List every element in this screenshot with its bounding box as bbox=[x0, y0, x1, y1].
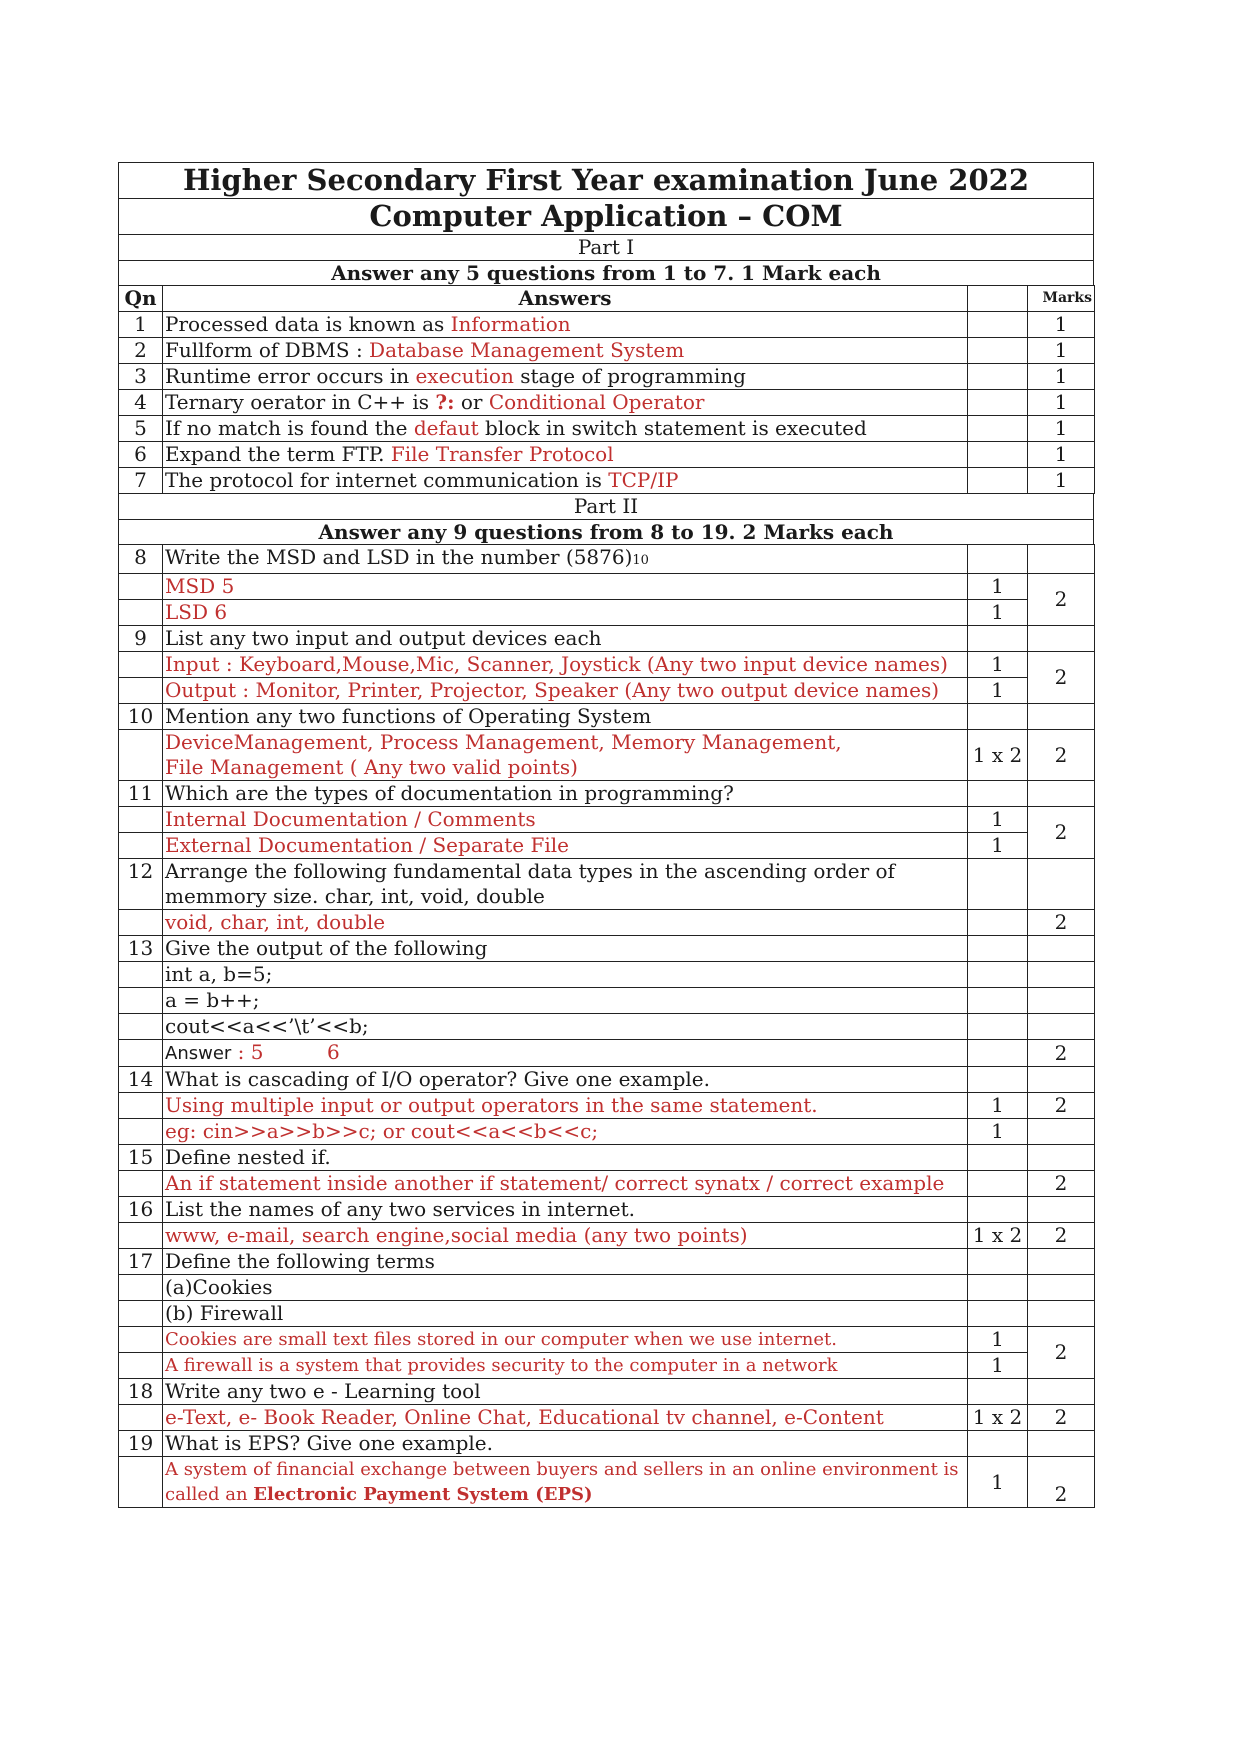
marks bbox=[1028, 704, 1095, 730]
table-row bbox=[119, 678, 1095, 704]
marks bbox=[1028, 1014, 1095, 1040]
table-row bbox=[119, 936, 1095, 962]
question-number bbox=[119, 807, 163, 833]
marks bbox=[1028, 1379, 1095, 1405]
sub-marks: 1 bbox=[968, 574, 1028, 600]
question-number: 15 bbox=[119, 1145, 163, 1171]
marks: 1 bbox=[1028, 390, 1095, 416]
answer-body: A system of financial exchange between buyers and sellers in an online environment is called an bbox=[165, 1459, 959, 1505]
marks: 2 bbox=[1028, 730, 1095, 781]
marks: 1 bbox=[1028, 468, 1095, 494]
question-text bbox=[163, 416, 968, 442]
sub-marks: 1 bbox=[968, 807, 1028, 833]
question-number bbox=[119, 730, 163, 781]
answer-key-sheet bbox=[118, 162, 1094, 1508]
question-number bbox=[119, 1457, 163, 1508]
question-text bbox=[163, 442, 968, 468]
table-row bbox=[119, 1197, 1095, 1223]
question-text: Which are the types of documentation in programming? bbox=[163, 781, 968, 807]
marks bbox=[1028, 1275, 1095, 1301]
sub-marks bbox=[968, 468, 1028, 494]
question-suffix: stage of programming bbox=[513, 364, 746, 388]
question-number: 10 bbox=[119, 704, 163, 730]
table-row bbox=[119, 1379, 1095, 1405]
header-row bbox=[119, 286, 1095, 312]
sub-marks bbox=[968, 416, 1028, 442]
marks bbox=[1028, 962, 1095, 988]
answer-text: Cookies are small text files stored in our computer when we use internet. bbox=[163, 1327, 968, 1353]
question-prefix: Fullform of DBMS : bbox=[165, 338, 370, 362]
question-number bbox=[119, 1301, 163, 1327]
question-number: 1 bbox=[119, 312, 163, 338]
marks-header: Marks bbox=[1028, 286, 1095, 312]
table-row bbox=[119, 730, 1095, 781]
question-text: Mention any two functions of Operating System bbox=[163, 704, 968, 730]
code-line: int a, b=5; bbox=[163, 962, 968, 988]
part2-table bbox=[118, 544, 1095, 1508]
marks bbox=[1028, 1249, 1095, 1275]
table-row bbox=[119, 988, 1095, 1014]
table-row bbox=[119, 1067, 1095, 1093]
question-prefix: Ternary oerator in C++ is bbox=[165, 390, 436, 414]
table-row bbox=[119, 962, 1095, 988]
sub-marks bbox=[968, 1379, 1028, 1405]
sub-marks bbox=[968, 910, 1028, 936]
marks: 2 bbox=[1028, 574, 1095, 626]
marks: 1 bbox=[1028, 442, 1095, 468]
sub-marks bbox=[968, 781, 1028, 807]
question-number bbox=[119, 1327, 163, 1353]
marks: 2 bbox=[1028, 1327, 1095, 1379]
sub-marks bbox=[968, 962, 1028, 988]
answer-text: Internal Documentation / Comments bbox=[163, 807, 968, 833]
question-text: Give the output of the following bbox=[163, 936, 968, 962]
answer-text: execution bbox=[415, 364, 514, 388]
question-suffix: block in switch statement is executed bbox=[478, 416, 867, 440]
marks bbox=[1028, 1431, 1095, 1457]
code-line: a = b++; bbox=[163, 988, 968, 1014]
subscript: 10 bbox=[632, 553, 649, 568]
sub-marks bbox=[968, 1171, 1028, 1197]
answer-text: MSD 5 bbox=[163, 574, 968, 600]
marks bbox=[1028, 626, 1095, 652]
question-number: 16 bbox=[119, 1197, 163, 1223]
table-row bbox=[119, 545, 1095, 574]
table-row bbox=[119, 442, 1095, 468]
sub-marks: 1 bbox=[968, 1353, 1028, 1379]
answer-text: Information bbox=[450, 312, 571, 336]
marks bbox=[1028, 545, 1095, 574]
question-number: 17 bbox=[119, 1249, 163, 1275]
table-row bbox=[119, 807, 1095, 833]
table-row bbox=[119, 600, 1095, 626]
table-row bbox=[119, 1249, 1095, 1275]
answer-value: : 5 6 bbox=[231, 1040, 340, 1064]
question-text bbox=[163, 468, 968, 494]
table-row bbox=[119, 1275, 1095, 1301]
table-row bbox=[119, 1119, 1095, 1145]
answer-text: Using multiple input or output operators in the same statement. bbox=[163, 1093, 968, 1119]
term-line: (b) Firewall bbox=[163, 1301, 968, 1327]
marks: 1 bbox=[1028, 312, 1095, 338]
table-row bbox=[119, 1457, 1095, 1508]
answer-text: void, char, int, double bbox=[163, 910, 968, 936]
question-prefix: Processed data is known as bbox=[165, 312, 451, 336]
question-number: 19 bbox=[119, 1431, 163, 1457]
marks: 2 bbox=[1028, 1093, 1095, 1119]
subject-title: Computer Application – COM bbox=[118, 198, 1094, 234]
part2-label: Part II bbox=[118, 494, 1094, 519]
table-row bbox=[119, 781, 1095, 807]
marks bbox=[1028, 936, 1095, 962]
question-number bbox=[119, 600, 163, 626]
table-row bbox=[119, 1145, 1095, 1171]
question-prefix: If no match is found the bbox=[165, 416, 414, 440]
question-number: 5 bbox=[119, 416, 163, 442]
question-text: List any two input and output devices each bbox=[163, 626, 968, 652]
question-middle: or bbox=[454, 390, 489, 414]
part1-table bbox=[118, 285, 1095, 494]
table-row bbox=[119, 312, 1095, 338]
sub-marks bbox=[968, 626, 1028, 652]
marks bbox=[1028, 1119, 1095, 1145]
answer-text: Input : Keyboard,Mouse,Mic, Scanner, Joystick (Any two input device names) bbox=[163, 652, 968, 678]
sub-marks bbox=[968, 1040, 1028, 1067]
question-number bbox=[119, 1040, 163, 1067]
answer-text bbox=[163, 1040, 968, 1067]
marks: 2 bbox=[1028, 652, 1095, 704]
question-number bbox=[119, 833, 163, 859]
table-row bbox=[119, 416, 1095, 442]
table-row bbox=[119, 1353, 1095, 1379]
answer-label: Answer bbox=[165, 1043, 232, 1064]
sub-marks bbox=[968, 704, 1028, 730]
term-line: (a)Cookies bbox=[163, 1275, 968, 1301]
sub-marks: 1 bbox=[968, 652, 1028, 678]
question-number: 4 bbox=[119, 390, 163, 416]
question-prefix: Runtime error occurs in bbox=[165, 364, 416, 388]
table-row bbox=[119, 338, 1095, 364]
question-text bbox=[163, 390, 968, 416]
answer-text bbox=[163, 1457, 968, 1508]
answer-text: Output : Monitor, Printer, Projector, Speaker (Any two output device names) bbox=[163, 678, 968, 704]
sub-marks bbox=[968, 1275, 1028, 1301]
question-number bbox=[119, 574, 163, 600]
table-row bbox=[119, 1431, 1095, 1457]
sub-marks bbox=[968, 1197, 1028, 1223]
question-number: 6 bbox=[119, 442, 163, 468]
sub-marks bbox=[968, 338, 1028, 364]
sub-marks: 1 bbox=[968, 1093, 1028, 1119]
answer-text: TCP/IP bbox=[608, 468, 679, 492]
marks: 2 bbox=[1028, 1457, 1095, 1508]
marks: 2 bbox=[1028, 1223, 1095, 1249]
answer-text: defaut bbox=[413, 416, 479, 440]
question-number: 18 bbox=[119, 1379, 163, 1405]
question-number: 2 bbox=[119, 338, 163, 364]
marks: 2 bbox=[1028, 807, 1095, 859]
question-number bbox=[119, 1014, 163, 1040]
question-number bbox=[119, 678, 163, 704]
answers-header: Answers bbox=[163, 286, 968, 312]
question-number bbox=[119, 1171, 163, 1197]
question-text: List the names of any two services in internet. bbox=[163, 1197, 968, 1223]
answer-text: www, e-mail, search engine,social media (any two points) bbox=[163, 1223, 968, 1249]
question-number: 11 bbox=[119, 781, 163, 807]
marks: 2 bbox=[1028, 1171, 1095, 1197]
table-row bbox=[119, 1014, 1095, 1040]
table-row bbox=[119, 910, 1095, 936]
marks: 1 bbox=[1028, 416, 1095, 442]
answer-text: LSD 6 bbox=[163, 600, 968, 626]
question-number bbox=[119, 1223, 163, 1249]
table-row bbox=[119, 390, 1095, 416]
sub-marks: 1 bbox=[968, 833, 1028, 859]
marks: 1 bbox=[1028, 338, 1095, 364]
marks: 2 bbox=[1028, 910, 1095, 936]
table-row bbox=[119, 652, 1095, 678]
question-text: What is EPS? Give one example. bbox=[163, 1431, 968, 1457]
table-row bbox=[119, 1301, 1095, 1327]
question-number bbox=[119, 910, 163, 936]
sub-marks bbox=[968, 859, 1028, 910]
question-number bbox=[119, 1353, 163, 1379]
empty-header bbox=[968, 286, 1028, 312]
sub-marks bbox=[968, 1014, 1028, 1040]
exam-title: Higher Secondary First Year examination June 2022 bbox=[118, 162, 1094, 198]
table-row bbox=[119, 1327, 1095, 1353]
answer-bold: Electronic Payment System (EPS) bbox=[253, 1484, 593, 1505]
sub-marks: 1 x 2 bbox=[968, 1405, 1028, 1431]
answer-text: File Transfer Protocol bbox=[390, 442, 614, 466]
question-number: 3 bbox=[119, 364, 163, 390]
sub-marks: 1 x 2 bbox=[968, 730, 1028, 781]
question-number: 12 bbox=[119, 859, 163, 910]
answer-text: An if statement inside another if statement/ correct synatx / correct example bbox=[163, 1171, 968, 1197]
marks bbox=[1028, 1067, 1095, 1093]
question-body: Write the MSD and LSD in the number (5876) bbox=[165, 545, 633, 569]
sub-marks bbox=[968, 442, 1028, 468]
sub-marks: 1 bbox=[968, 600, 1028, 626]
question-text: Define the following terms bbox=[163, 1249, 968, 1275]
question-text bbox=[163, 364, 968, 390]
question-number bbox=[119, 1119, 163, 1145]
question-text: Arrange the following fundamental data types in the ascending order of memmory size. char, int, void, double bbox=[163, 859, 968, 910]
marks bbox=[1028, 1197, 1095, 1223]
sub-marks bbox=[968, 1301, 1028, 1327]
table-row bbox=[119, 626, 1095, 652]
sub-marks bbox=[968, 988, 1028, 1014]
question-number: 14 bbox=[119, 1067, 163, 1093]
question-number bbox=[119, 1405, 163, 1431]
question-text: What is cascading of I/O operator? Give one example. bbox=[163, 1067, 968, 1093]
marks: 1 bbox=[1028, 364, 1095, 390]
question-number bbox=[119, 1093, 163, 1119]
question-prefix: The protocol for internet communication is bbox=[165, 468, 609, 492]
sub-marks bbox=[968, 312, 1028, 338]
sub-marks bbox=[968, 545, 1028, 574]
table-row bbox=[119, 833, 1095, 859]
sub-marks bbox=[968, 1145, 1028, 1171]
table-row bbox=[119, 1223, 1095, 1249]
answer-text: A firewall is a system that provides security to the computer in a network bbox=[163, 1353, 968, 1379]
part2-instruction: Answer any 9 questions from 8 to 19. 2 Marks each bbox=[118, 519, 1094, 544]
question-text bbox=[163, 545, 968, 574]
answer-text: Database Management System bbox=[369, 338, 685, 362]
question-text: Write any two e - Learning tool bbox=[163, 1379, 968, 1405]
sub-marks: 1 bbox=[968, 1327, 1028, 1353]
table-row bbox=[119, 859, 1095, 910]
answer-text: ?: bbox=[435, 390, 455, 414]
answer-text: e-Text, e- Book Reader, Online Chat, Educational tv channel, e-Content bbox=[163, 1405, 968, 1431]
question-number: 13 bbox=[119, 936, 163, 962]
marks bbox=[1028, 1145, 1095, 1171]
marks: 2 bbox=[1028, 1405, 1095, 1431]
table-row bbox=[119, 468, 1095, 494]
table-row bbox=[119, 1040, 1095, 1067]
question-text: Define nested if. bbox=[163, 1145, 968, 1171]
table-row bbox=[119, 574, 1095, 600]
answer-text: External Documentation / Separate File bbox=[163, 833, 968, 859]
question-number bbox=[119, 988, 163, 1014]
question-number bbox=[119, 962, 163, 988]
table-row bbox=[119, 1093, 1095, 1119]
sub-marks bbox=[968, 1067, 1028, 1093]
sub-marks bbox=[968, 390, 1028, 416]
question-number bbox=[119, 1275, 163, 1301]
table-row bbox=[119, 1405, 1095, 1431]
answer-text-2: Conditional Operator bbox=[488, 390, 705, 414]
qn-header: Qn bbox=[119, 286, 163, 312]
question-number bbox=[119, 652, 163, 678]
sub-marks: 1 bbox=[968, 1457, 1028, 1508]
sub-marks: 1 bbox=[968, 678, 1028, 704]
question-number: 9 bbox=[119, 626, 163, 652]
sub-marks bbox=[968, 936, 1028, 962]
table-row bbox=[119, 364, 1095, 390]
question-prefix: Expand the term FTP. bbox=[165, 442, 391, 466]
marks bbox=[1028, 1301, 1095, 1327]
marks bbox=[1028, 988, 1095, 1014]
marks bbox=[1028, 781, 1095, 807]
marks bbox=[1028, 859, 1095, 910]
answer-text: eg: cin>>a>>b>>c; or cout<<a<<b<<c; bbox=[163, 1119, 968, 1145]
sub-marks: 1 x 2 bbox=[968, 1223, 1028, 1249]
question-text bbox=[163, 312, 968, 338]
code-line: cout<<a<<’\t’<<b; bbox=[163, 1014, 968, 1040]
marks: 2 bbox=[1028, 1040, 1095, 1067]
table-row bbox=[119, 704, 1095, 730]
answer-text: DeviceManagement, Process Management, Memory Management, File Management ( Any two valid points) bbox=[163, 730, 968, 781]
sub-marks bbox=[968, 1431, 1028, 1457]
sub-marks bbox=[968, 364, 1028, 390]
table-row bbox=[119, 1171, 1095, 1197]
question-number: 7 bbox=[119, 468, 163, 494]
question-number: 8 bbox=[119, 545, 163, 574]
sub-marks bbox=[968, 1249, 1028, 1275]
part1-instruction: Answer any 5 questions from 1 to 7. 1 Mark each bbox=[118, 260, 1094, 285]
part1-label: Part I bbox=[118, 234, 1094, 260]
question-text bbox=[163, 338, 968, 364]
sub-marks: 1 bbox=[968, 1119, 1028, 1145]
